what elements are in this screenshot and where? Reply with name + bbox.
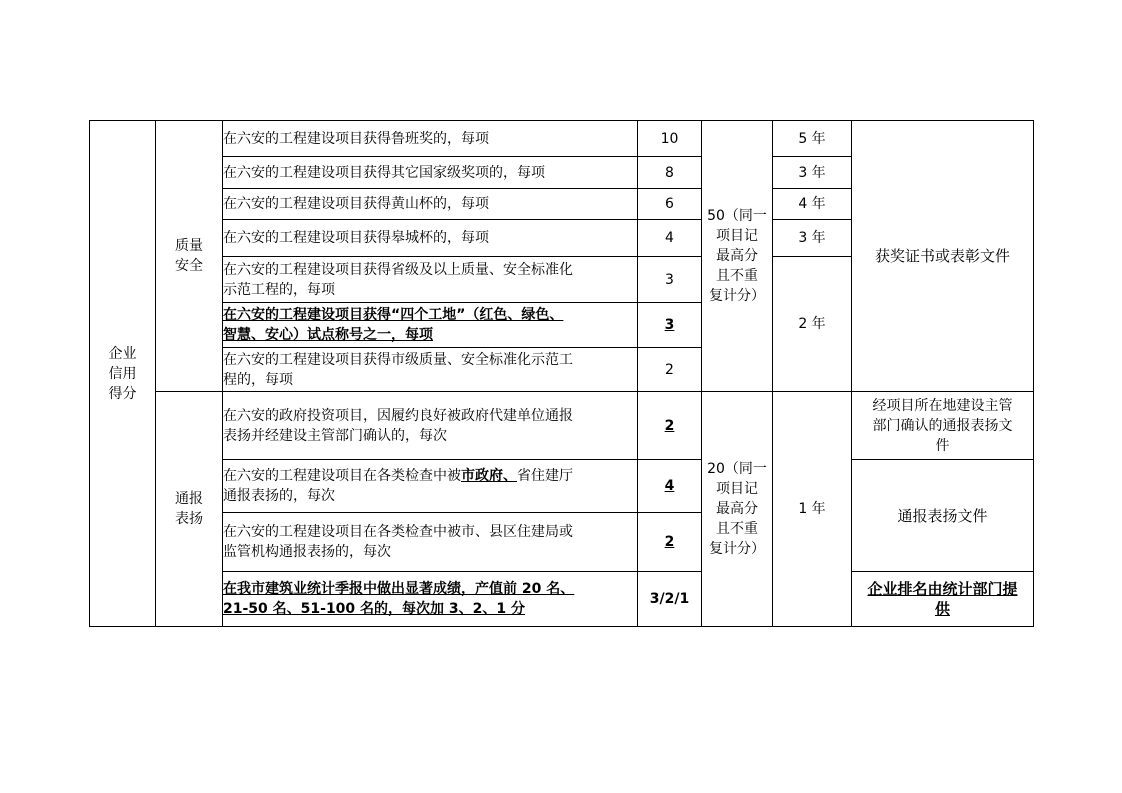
- item-description: 在六安的工程建设项目获得“四个工地”（红色、绿色、 智慧、安心）试点称号之一，每项: [223, 303, 638, 348]
- item-description: 在六安的工程建设项目在各类检查中被市、县区住建局或 监管机构通报表扬的，每次: [223, 513, 638, 572]
- item-score: 2: [638, 392, 702, 460]
- evidence-gov-confirm: 经项目所在地建设主管 部门确认的通报表扬文 件: [852, 392, 1034, 460]
- item-years: 3 年: [773, 157, 852, 189]
- item-score: 10: [638, 121, 702, 157]
- item-description: 在六安的工程建设项目在各类检查中被市政府、省住建厅 通报表扬的，每次: [223, 460, 638, 513]
- table-row: [90, 460, 1034, 513]
- item-description: 在我市建筑业统计季报中做出显著成绩，产值前 20 名、 21-50 名、51-100 名的，每次加 3、2、1 分: [223, 572, 638, 627]
- item-score: 4: [638, 220, 702, 257]
- item-description: 在六安的工程建设项目获得省级及以上质量、安全标准化 示范工程的，每项: [223, 257, 638, 303]
- table-row: [90, 121, 1034, 157]
- item-years: 2 年: [773, 257, 852, 392]
- report-cap-cell: 20（同一 项目记 最高分 且不重 复计分）: [702, 392, 773, 627]
- item-description: 在六安的工程建设项目获得黄山杯的，每项: [223, 189, 638, 220]
- item-score: 3/2/1: [638, 572, 702, 627]
- item-score: 3: [638, 303, 702, 348]
- item-score: 8: [638, 157, 702, 189]
- item-description: 在六安的工程建设项目获得市级质量、安全标准化示范工 程的，每项: [223, 348, 638, 392]
- item-description: 在六安的工程建设项目获得其它国家级奖项的，每项: [223, 157, 638, 189]
- item-years: 4 年: [773, 189, 852, 220]
- evidence-awards: 获奖证书或表彰文件: [852, 121, 1034, 392]
- category-cell: 企业 信用 得分: [90, 121, 156, 627]
- item-years: 3 年: [773, 220, 852, 257]
- item-score: 2: [638, 513, 702, 572]
- item-score: 3: [638, 257, 702, 303]
- evidence-stats-dept: 企业排名由统计部门提 供: [852, 572, 1034, 627]
- table-row: [90, 392, 1034, 460]
- evidence-report-doc: 通报表扬文件: [852, 460, 1034, 572]
- item-description: 在六安的政府投资项目，因履约良好被政府代建单位通报 表扬并经建设主管部门确认的，每次: [223, 392, 638, 460]
- table-row: [90, 572, 1034, 627]
- item-score: 4: [638, 460, 702, 513]
- quality-cap-cell: 50（同一 项目记 最高分 且不重 复计分）: [702, 121, 773, 392]
- group-quality-safety: 质量 安全: [156, 121, 223, 392]
- item-years: 5 年: [773, 121, 852, 157]
- credit-score-table: [89, 120, 1034, 627]
- item-score: 2: [638, 348, 702, 392]
- group-report-praise: 通报 表扬: [156, 392, 223, 627]
- item-score: 6: [638, 189, 702, 220]
- item-description: 在六安的工程建设项目获得皋城杯的，每项: [223, 220, 638, 257]
- item-years: 1 年: [773, 392, 852, 627]
- item-description: 在六安的工程建设项目获得鲁班奖的，每项: [223, 121, 638, 157]
